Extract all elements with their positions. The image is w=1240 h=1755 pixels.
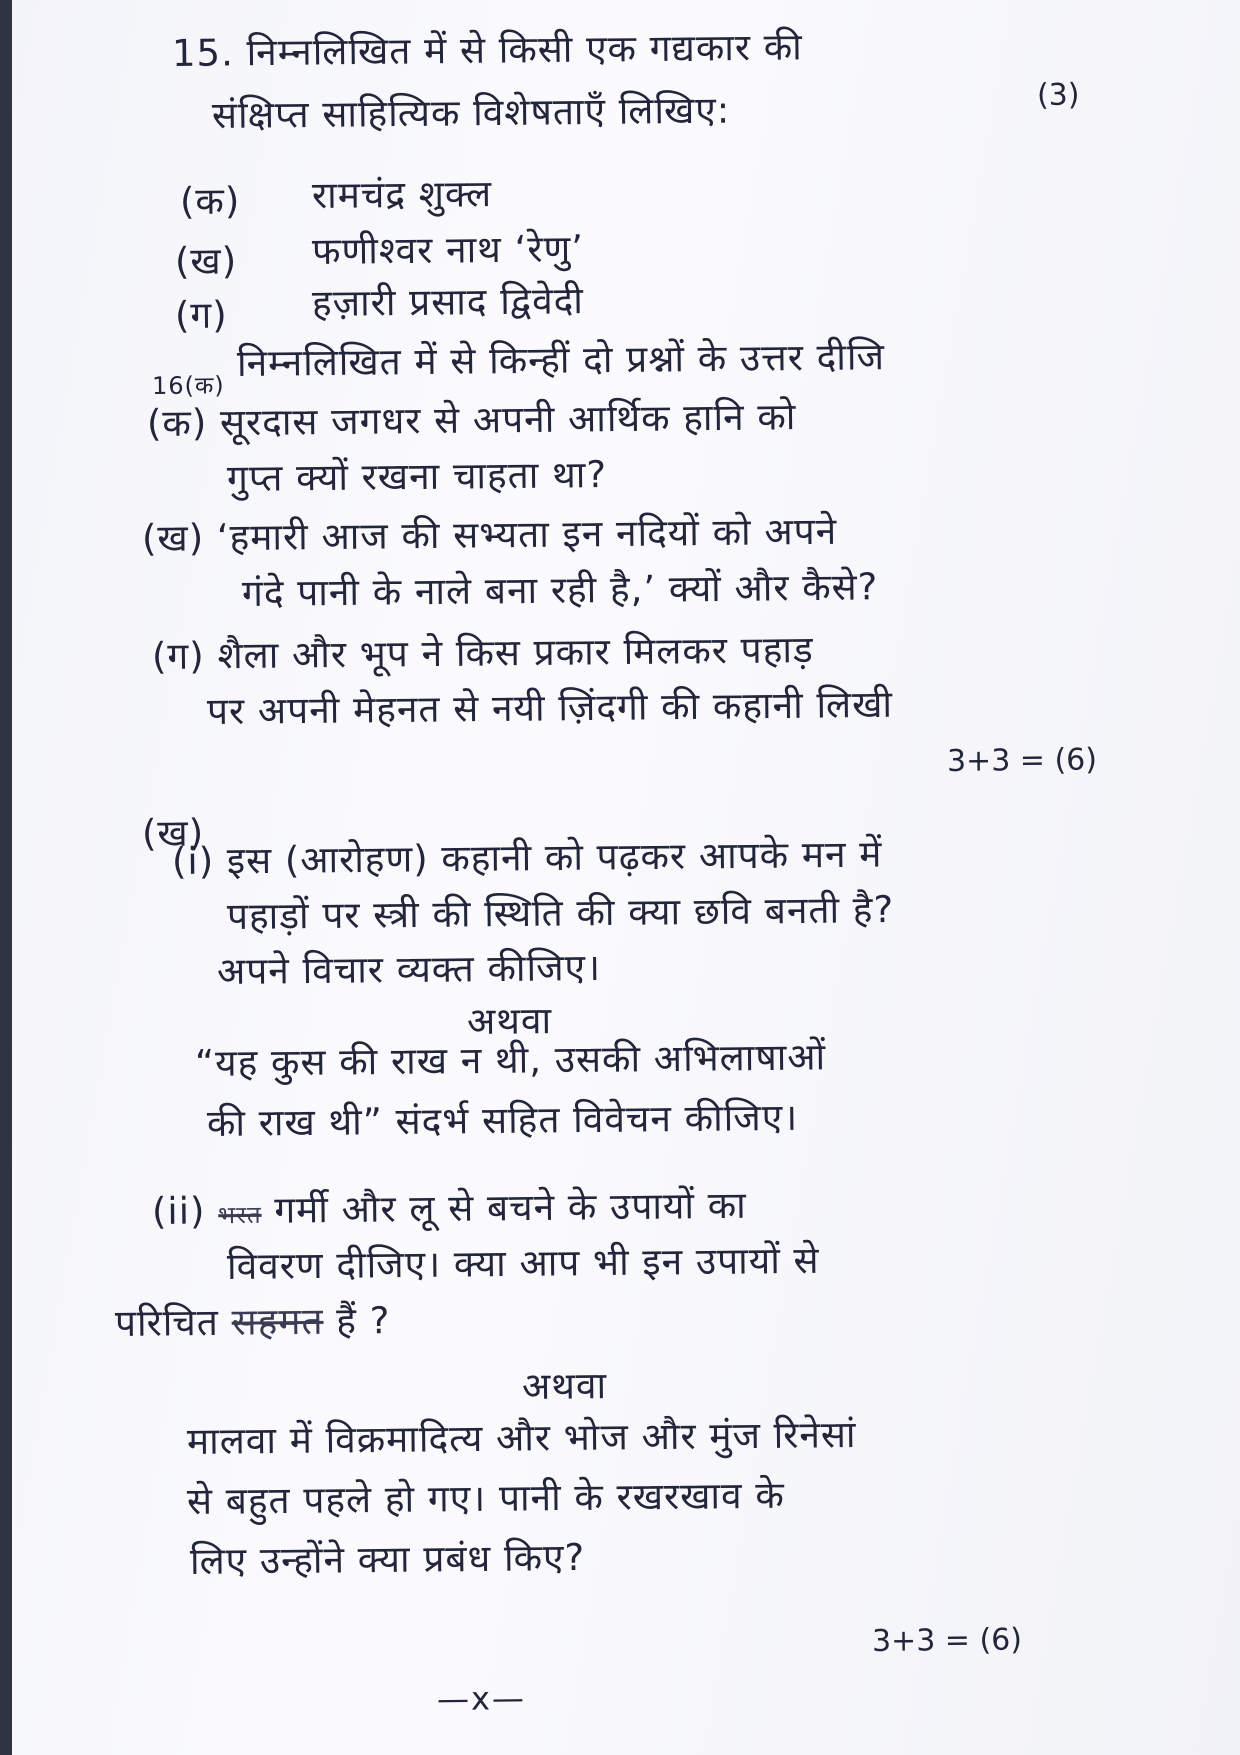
q16-ii-line-3-text: परिचित (114, 1300, 220, 1345)
q16-c-line-2: पर अपनी मेहनत से नयी ज़िंदगी की कहानी लिखी (206, 682, 894, 733)
q16-i-line-4: “यह कुस की राख न थी, उसकी अभिलाषाओं (194, 1035, 827, 1085)
q16-a-line-1: (क) सूरदास जगधर से अपनी आर्थिक हानि को (146, 395, 797, 445)
q16-i-line-2: पहाड़ों पर स्त्री की स्थिति की क्या छवि बनती है? (226, 888, 895, 938)
q16-b-line-1: (ख) ‘हमारी आज की सभ्यता इन नदियों को अपने (141, 509, 838, 560)
q16-ii-line-1-text: गर्मी और लू से बचने के उपायों का (274, 1183, 747, 1232)
q16-ii-line-3-end: हैं ? (336, 1299, 391, 1343)
q16-or-1: अथवा (466, 999, 553, 1043)
q16-ii-alt-line-2: से बहुत पहले हो गए। पानी के रखरखाव के (186, 1473, 785, 1523)
q16-header: निम्नलिखित में से किन्हीं दो प्रश्नों के उत्तर दीजि (236, 335, 886, 385)
q15-marks: (3) (1036, 77, 1080, 113)
q16-ii-alt-line-3: लिए उन्होंने क्या प्रबंध किए? (189, 1535, 586, 1583)
end-mark: —x— (436, 1679, 527, 1718)
q16-i-line-5: की राख थी” संदर्भ सहित विवेचन कीजिए। (206, 1095, 799, 1145)
q15-line-1: 15. निम्नलिखित में से किसी एक गद्यकार की (171, 25, 803, 75)
q16-i-line-3: अपने विचार व्यक्त कीजिए। (216, 945, 602, 993)
q15-option-c: हज़ारी प्रसाद द्विवेदी (311, 279, 585, 325)
q15-option-label-c: (ग) (174, 293, 228, 337)
q16-kh-label: (ख) (141, 811, 205, 855)
q16-marks-2: 3+3 = (6) (871, 1622, 1023, 1659)
q16-ii-line-1 (152, 1182, 747, 1240)
q16-i-line-1: (i) इस (आरोहण) कहानी को पढ़कर आपके मन में (171, 832, 883, 883)
q15-option-label-b: (ख) (174, 239, 238, 283)
q16-marks: 3+3 = (6) (946, 742, 1098, 779)
answer-sheet (12, 0, 1240, 1755)
q15-option-a: रामचंद्र शुक्ल (311, 172, 493, 217)
q16-a-line-2: गुप्त क्यों रखना चाहता था? (226, 453, 608, 500)
q15-option-label-a: (क) (179, 179, 241, 223)
q16-ii-struck-word: भरत (218, 1200, 262, 1230)
q16-ii-alt-line-1: मालवा में विक्रमादित्य और भोज और मुंज रिनेसां (186, 1412, 857, 1463)
q16-ii-number: (ii) (151, 1189, 206, 1233)
q15-option-b: फणीश्वर नाथ ‘रेणु’ (311, 227, 585, 273)
q16-or-2: अथवा (521, 1364, 608, 1408)
q16-c-line-1: (ग) शैला और भूप ने किस प्रकार मिलकर पहाड़ (151, 628, 814, 678)
q16-ii-line-3 (115, 1297, 391, 1348)
page-edge-shadow (0, 0, 12, 1755)
q16-b-line-2: गंदे पानी के नाले बना रही है,’ क्यों और कैसे? (241, 565, 879, 615)
q16-number: 16(क) (151, 371, 225, 400)
q16-ii-line-2: विवरण दीजिए। क्या आप भी इन उपायों से (226, 1238, 820, 1288)
q16-ii-struck-word-2: सहमत (231, 1299, 324, 1344)
q15-line-2: संक्षिप्त साहित्यिक विशेषताएँ लिखिए: (211, 88, 731, 137)
